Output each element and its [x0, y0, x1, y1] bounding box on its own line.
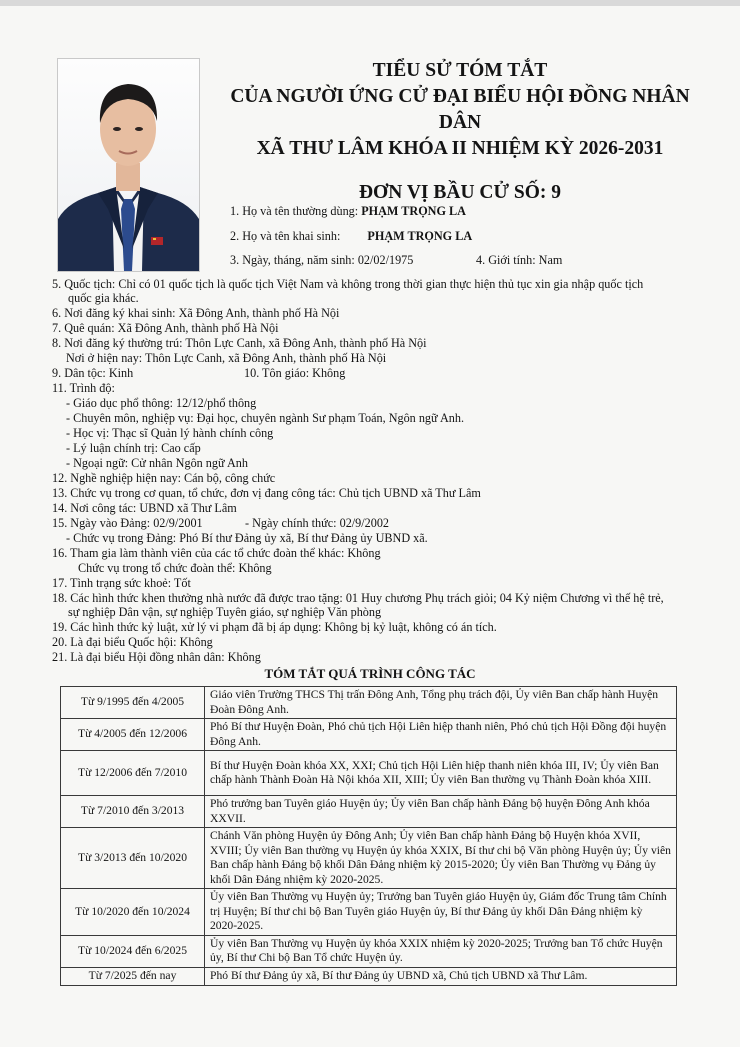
- period-cell: Từ 10/2020 đến 10/2024: [61, 889, 205, 936]
- field-organizations: 16. Tham gia làm thành viên của các tổ chức đoàn thể khác: Không: [52, 546, 381, 560]
- field-education: 11. Trình độ:: [52, 381, 115, 395]
- field-current-residence: Nơi ở hiện nay: Thôn Lực Canh, xã Đông Anh, thành phố Hà Nội: [66, 351, 387, 365]
- field-peoples-council: 21. Là đại biểu Hội đồng nhân dân: Không: [52, 650, 261, 664]
- period-cell: Từ 7/2025 đến nay: [61, 967, 205, 985]
- period-cell: Từ 3/2013 đến 10/2020: [61, 828, 205, 889]
- field-nationality-cont: quốc gia khác.: [68, 291, 139, 305]
- work-history-title: TÓM TẮT QUÁ TRÌNH CÔNG TÁC: [264, 666, 476, 681]
- table-row: [61, 828, 677, 889]
- description-cell: Bí thư Huyện Đoàn khóa XX, XXI; Chủ tịch Hội Liên hiệp thanh niên khóa III, IV; Ủy viên Ban chấp hành Thành Đoàn Hà Nội khóa XII, XIII; Ủy viên Ban thường vụ Thành Đoàn khóa XIII.: [205, 751, 677, 796]
- table-row: [61, 719, 677, 751]
- portrait-photo: [57, 58, 200, 272]
- field-party-position: - Chức vụ trong Đảng: Phó Bí thư Đảng ủy xã, Bí thư Đảng ủy UBND xã.: [66, 531, 428, 545]
- field-national-assembly: 20. Là đại biểu Quốc hội: Không: [52, 635, 213, 649]
- table-row: [61, 935, 677, 967]
- table-row: [61, 687, 677, 719]
- field-birth-name: [230, 228, 472, 244]
- title-line-2: CỦA NGƯỜI ỨNG CỬ ĐẠI BIỂU HỘI ĐỒNG NHÂN DÂN: [230, 86, 690, 133]
- field-health: 17. Tình trạng sức khoẻ: Tốt: [52, 576, 191, 590]
- field-general-education: - Giáo dục phổ thông: 12/12/phổ thông: [66, 396, 257, 410]
- description-cell: Ủy viên Ban Thường vụ Huyện ủy khóa XXIX nhiệm kỳ 2020-2025; Trưởng ban Tổ chức Huyện ủy, Bí thư Chi bộ Ban Tổ chức Huyện ủy.: [205, 935, 677, 967]
- period-cell: Từ 9/1995 đến 4/2005: [61, 687, 205, 719]
- field-religion: 10. Tôn giáo: Không: [244, 366, 346, 380]
- period-cell: Từ 4/2005 đến 12/2006: [61, 719, 205, 751]
- field-discipline: 19. Các hình thức kỷ luật, xử lý vi phạm đã bị áp dụng: Không bị kỷ luật, không có án tích.: [52, 620, 497, 634]
- description-cell: Phó Bí thư Đảng ủy xã, Bí thư Đảng ủy UBND xã, Chủ tịch UBND xã Thư Lâm.: [205, 967, 677, 985]
- portrait-image: [58, 59, 199, 271]
- field-hometown: 7. Quê quán: Xã Đông Anh, thành phố Hà Nội: [52, 321, 279, 335]
- description-cell: Giáo viên Trường THCS Thị trấn Đông Anh, Tổng phụ trách đội, Ủy viên Ban chấp hành Huyện Đoàn Đông Anh.: [205, 687, 677, 719]
- field-political-theory: - Lý luận chính trị: Cao cấp: [66, 441, 201, 455]
- field-value: PHẠM TRỌNG LA: [367, 229, 473, 243]
- field-ethnicity: 9. Dân tộc: Kinh: [52, 366, 134, 380]
- field-birth-registration: 6. Nơi đăng ký khai sinh: Xã Đông Anh, thành phố Hà Nội: [52, 306, 340, 320]
- field-nationality: 5. Quốc tịch: Chỉ có 01 quốc tịch là quốc tịch Việt Nam và không trong thời gian thực hiện thủ tục xin gia nhập quốc tịch: [52, 277, 644, 291]
- field-degree: - Học vị: Thạc sĩ Quản lý hành chính công: [66, 426, 274, 440]
- field-awards: 18. Các hình thức khen thưởng nhà nước đã được trao tặng: 01 Huy chương Phụ trách giỏi; 04 Kỷ niệm Chương vì thế hệ trẻ,: [52, 591, 664, 605]
- field-label: 2. Họ và tên khai sinh:: [230, 229, 344, 243]
- title-line-1: TIỂU SỬ TÓM TẮT: [372, 60, 548, 81]
- field-gender: 4. Giới tính: Nam: [476, 253, 563, 267]
- period-cell: Từ 12/2006 đến 7/2010: [61, 751, 205, 796]
- top-bar: [0, 0, 740, 6]
- field-specialization: - Chuyên môn, nghiệp vụ: Đại học, chuyên ngành Sư phạm Toán, Ngôn ngữ Anh.: [66, 411, 465, 425]
- period-cell: Từ 7/2010 đến 3/2013: [61, 796, 205, 828]
- table-row: [61, 751, 677, 796]
- table-row: [61, 889, 677, 936]
- field-label: 1. Họ và tên thường dùng:: [230, 204, 362, 218]
- description-cell: Chánh Văn phòng Huyện ủy Đông Anh; Ủy viên Ban chấp hành Đảng bộ Huyện khóa XVII, XVIII; Ủy viên Ban thường vụ Huyện ủy khóa XXIX, Bí thư chi bộ Văn phòng Huyện ủy; Ủy viên Ban chấp hành Đảng bộ khối Dân Đảng nhiệm kỳ 2015-2020; Ủy viên Ban Thường vụ Đảng ủy khối Dân Đảng nhiệm kỳ 2020-2025.: [205, 828, 677, 889]
- table-row: [61, 967, 677, 985]
- description-cell: Ủy viên Ban Thường vụ Huyện ủy; Trưởng ban Tuyên giáo Huyện ủy, Giám đốc Trung tâm Chính trị Huyện; Bí thư chi bộ Ban Tuyên giáo Huyện ủy, Bí thư Đảng ủy khối Dân Đảng nhiệm kỳ 2020-2025.: [205, 889, 677, 936]
- table-row: [61, 796, 677, 828]
- description-cell: Phó trưởng ban Tuyên giáo Huyện ủy; Ủy viên Ban chấp hành Đảng bộ huyện Đông Anh khóa XXVII.: [205, 796, 677, 828]
- field-awards-cont: sự nghiệp Dân vận, sự nghiệp Tuyên giáo, sự nghiệp Văn phòng: [68, 605, 382, 619]
- title-line-3: XÃ THƯ LÂM KHÓA II NHIỆM KỲ 2026-2031: [256, 138, 664, 159]
- electoral-unit: ĐƠN VỊ BẦU CỬ SỐ: 9: [358, 182, 562, 203]
- field-birth-date: 3. Ngày, tháng, năm sinh: 02/02/1975: [230, 253, 414, 267]
- field-organization-position: Chức vụ trong tổ chức đoàn thể: Không: [78, 561, 272, 575]
- field-workplace: 14. Nơi công tác: UBND xã Thư Lâm: [52, 501, 237, 515]
- period-cell: Từ 10/2024 đến 6/2025: [61, 935, 205, 967]
- description-cell: Phó Bí thư Huyện Đoàn, Phó chủ tịch Hội Liên hiệp thanh niên, Phó chủ tịch Hội Đồng đội huyện Đông Anh.: [205, 719, 677, 751]
- document-header: [210, 58, 710, 206]
- field-foreign-language: - Ngoại ngữ: Cử nhân Ngôn ngữ Anh: [66, 456, 248, 470]
- field-party-join-date: 15. Ngày vào Đảng: 02/9/2001: [52, 516, 203, 530]
- field-permanent-residence: 8. Nơi đăng ký thường trú: Thôn Lực Canh, xã Đông Anh, thành phố Hà Nội: [52, 336, 427, 350]
- work-history-table: [60, 686, 677, 986]
- field-position: 13. Chức vụ trong cơ quan, tổ chức, đơn vị đang công tác: Chủ tịch UBND xã Thư Lâm: [52, 486, 481, 500]
- field-occupation: 12. Nghề nghiệp hiện nay: Cán bộ, công chức: [52, 471, 276, 485]
- field-value: PHẠM TRỌNG LA: [361, 204, 466, 218]
- field-common-name: [230, 203, 466, 219]
- field-party-official-date: - Ngày chính thức: 02/9/2002: [245, 516, 390, 530]
